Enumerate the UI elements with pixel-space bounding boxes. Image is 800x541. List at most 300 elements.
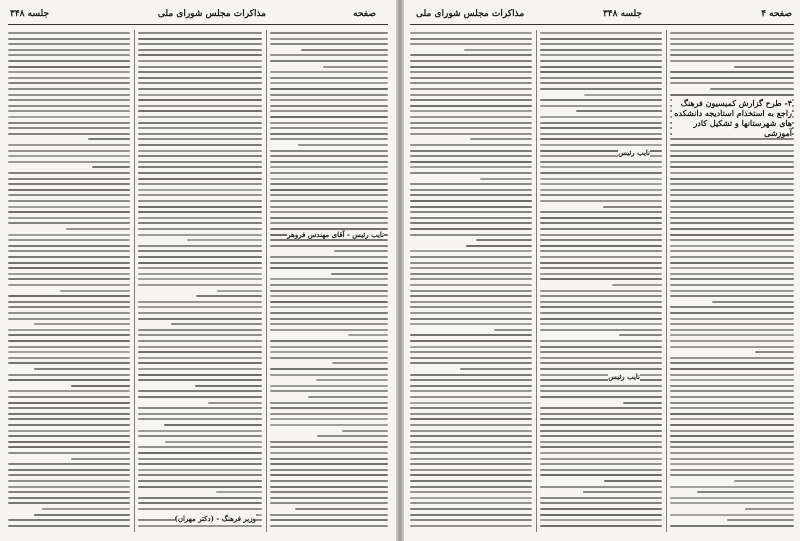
text-line <box>270 138 388 140</box>
text-line <box>8 424 130 426</box>
text-line <box>410 390 532 392</box>
text-line <box>410 228 532 230</box>
text-line <box>670 211 794 213</box>
text-line <box>270 351 388 353</box>
text-line <box>8 340 130 342</box>
text-line <box>138 312 262 314</box>
text-line <box>138 43 262 45</box>
text-line <box>670 43 794 45</box>
text-line <box>270 514 388 516</box>
text-line <box>410 374 532 376</box>
text-line <box>540 222 662 224</box>
text-line <box>8 183 130 185</box>
text-line <box>8 206 130 208</box>
text-line <box>138 161 262 163</box>
text-line <box>410 497 532 499</box>
text-line <box>670 234 794 236</box>
text-line <box>270 77 388 79</box>
text-line <box>270 418 388 420</box>
text-line <box>138 480 262 482</box>
text-lines <box>540 30 662 532</box>
text-line <box>332 362 388 364</box>
left-page <box>0 0 396 541</box>
text-line <box>8 474 130 476</box>
text-line <box>670 155 794 157</box>
text-line <box>195 385 262 387</box>
text-line <box>270 60 388 62</box>
text-line <box>410 189 532 191</box>
text-line <box>270 323 388 325</box>
text-line <box>270 200 388 202</box>
text-line <box>670 49 794 51</box>
text-line <box>8 60 130 62</box>
text-line <box>187 239 262 241</box>
text-line <box>138 88 262 90</box>
text-line <box>540 133 662 135</box>
text-line <box>270 256 388 258</box>
text-line <box>670 435 794 437</box>
text-line <box>270 150 388 152</box>
text-line <box>138 508 262 510</box>
text-line <box>270 525 388 527</box>
text-line <box>540 166 662 168</box>
text-line <box>670 334 794 336</box>
text-line <box>216 491 262 493</box>
header-rule <box>410 24 794 25</box>
text-line <box>138 211 262 213</box>
text-line <box>270 295 388 297</box>
text-line <box>138 127 262 129</box>
text-line <box>410 379 532 381</box>
text-line <box>270 480 388 482</box>
text-line <box>8 396 130 398</box>
text-line <box>8 66 130 68</box>
text-line <box>410 217 532 219</box>
speaker-name: وزیر فرهنگ - (دکتر مهران) <box>174 514 256 523</box>
text-line <box>270 519 388 521</box>
text-line <box>8 43 130 45</box>
text-line <box>138 200 262 202</box>
text-line <box>8 362 130 364</box>
text-line <box>410 519 532 521</box>
text-line <box>8 189 130 191</box>
text-line <box>270 491 388 493</box>
text-line <box>540 256 662 258</box>
text-line <box>8 222 130 224</box>
text-line <box>540 374 662 376</box>
text-line <box>138 166 262 168</box>
text-line <box>410 110 532 112</box>
text-line <box>8 172 130 174</box>
text-line <box>334 250 389 252</box>
text-line <box>208 402 262 404</box>
text-line <box>270 278 388 280</box>
text-line <box>8 245 130 247</box>
text-line <box>8 94 130 96</box>
text-line <box>138 340 262 342</box>
text-line <box>670 245 794 247</box>
text-line <box>540 430 662 432</box>
text-line <box>270 374 388 376</box>
text-line <box>138 368 262 370</box>
text-line <box>270 239 388 241</box>
text-line <box>138 172 262 174</box>
text-line <box>270 368 388 370</box>
text-line <box>410 122 532 124</box>
text-line <box>138 379 262 381</box>
text-line <box>270 306 388 308</box>
text-line <box>670 430 794 432</box>
text-line <box>8 435 130 437</box>
text-line <box>670 32 794 34</box>
text-line <box>540 458 662 460</box>
text-line <box>540 357 662 359</box>
text-line <box>8 357 130 359</box>
text-line <box>540 390 662 392</box>
page-label: صفحه <box>353 9 376 19</box>
text-line <box>270 346 388 348</box>
text-line <box>270 290 388 292</box>
text-line <box>8 312 130 314</box>
speaker-name: نایب رئیس - آقای مهندس فروهر <box>287 230 384 239</box>
text-line <box>138 284 262 286</box>
text-line <box>410 155 532 157</box>
text-line <box>540 368 662 370</box>
text-line <box>138 144 262 146</box>
text-line <box>670 172 794 174</box>
text-line <box>8 194 130 196</box>
session-number: جلسه ۳۴۸ <box>10 9 50 19</box>
text-line <box>410 413 532 415</box>
text-line <box>410 94 532 96</box>
text-line <box>670 418 794 420</box>
text-line <box>410 88 532 90</box>
text-line <box>670 138 794 140</box>
text-line <box>734 66 794 68</box>
text-line <box>270 211 388 213</box>
text-line <box>670 295 794 297</box>
text-line <box>540 329 662 331</box>
text-line <box>8 334 130 336</box>
text-line <box>138 262 262 264</box>
text-line <box>480 178 532 180</box>
text-line <box>670 357 794 359</box>
text-line <box>540 525 662 527</box>
text-column <box>138 30 262 532</box>
text-line <box>138 133 262 135</box>
text-line <box>270 340 388 342</box>
text-line <box>670 290 794 292</box>
text-line <box>138 105 262 107</box>
text-line <box>138 228 262 230</box>
text-line <box>410 424 532 426</box>
text-line <box>410 194 532 196</box>
text-line <box>270 99 388 101</box>
text-line <box>8 105 130 107</box>
text-line <box>619 334 662 336</box>
text-line <box>298 144 388 146</box>
text-line <box>670 463 794 465</box>
text-line <box>217 290 262 292</box>
text-line <box>410 514 532 516</box>
text-line <box>138 396 262 398</box>
text-line <box>8 49 130 51</box>
text-line <box>540 407 662 409</box>
text-line <box>540 502 662 504</box>
text-line <box>270 43 388 45</box>
text-line <box>138 54 262 56</box>
text-column <box>8 30 130 532</box>
text-line <box>270 116 388 118</box>
text-line <box>460 368 533 370</box>
text-line <box>670 144 794 146</box>
text-line <box>138 525 262 527</box>
text-line <box>8 407 130 409</box>
text-line <box>138 351 262 353</box>
text-line <box>138 183 262 185</box>
text-line <box>540 49 662 51</box>
text-line <box>138 222 262 224</box>
text-line <box>670 396 794 398</box>
text-line <box>8 519 130 521</box>
text-line <box>8 441 130 443</box>
text-line <box>138 374 262 376</box>
page-label: صفحه ۴ <box>761 9 792 19</box>
text-line <box>540 194 662 196</box>
right-page <box>404 0 800 541</box>
text-line <box>138 189 262 191</box>
text-line <box>410 491 532 493</box>
text-line <box>540 385 662 387</box>
text-line <box>8 379 130 381</box>
text-line <box>138 49 262 51</box>
text-line <box>270 122 388 124</box>
text-line <box>540 161 662 163</box>
text-line <box>8 273 130 275</box>
text-line <box>410 525 532 527</box>
text-line <box>670 239 794 241</box>
text-line <box>8 256 130 258</box>
text-line <box>8 262 130 264</box>
text-line <box>540 239 662 241</box>
text-line <box>410 418 532 420</box>
text-line <box>270 446 388 448</box>
text-line <box>270 189 388 191</box>
text-line <box>410 284 532 286</box>
text-line <box>670 250 794 252</box>
text-line <box>410 295 532 297</box>
text-line <box>138 486 262 488</box>
text-line <box>138 38 262 40</box>
text-line <box>670 60 794 62</box>
text-column <box>270 30 388 532</box>
text-line <box>410 486 532 488</box>
text-line <box>604 480 662 482</box>
speaker-name: نایب رئیس <box>608 372 640 381</box>
text-line <box>540 262 662 264</box>
text-line <box>8 452 130 454</box>
text-line <box>540 38 662 40</box>
text-line <box>670 161 794 163</box>
text-line <box>8 178 130 180</box>
text-line <box>8 77 130 79</box>
text-line <box>697 491 794 493</box>
text-line <box>138 273 262 275</box>
text-line <box>316 379 388 381</box>
session-number: جلسه ۳۴۸ <box>602 9 642 19</box>
text-line <box>410 183 532 185</box>
text-line <box>410 32 532 34</box>
text-line <box>138 390 262 392</box>
text-line <box>34 368 130 370</box>
text-line <box>540 267 662 269</box>
text-line <box>410 150 532 152</box>
text-line <box>8 38 130 40</box>
text-line <box>540 183 662 185</box>
text-line <box>270 267 388 269</box>
text-line <box>331 273 388 275</box>
text-line <box>410 474 532 476</box>
text-line <box>410 133 532 135</box>
text-line <box>670 368 794 370</box>
text-line <box>138 32 262 34</box>
text-line <box>138 256 262 258</box>
text-line <box>34 514 130 516</box>
text-line <box>138 357 262 359</box>
text-line <box>270 178 388 180</box>
text-line <box>670 318 794 320</box>
text-line <box>540 178 662 180</box>
text-line <box>8 122 130 124</box>
text-line <box>540 228 662 230</box>
text-line <box>308 396 388 398</box>
text-line <box>138 60 262 62</box>
text-line <box>670 194 794 196</box>
page-header <box>412 6 792 22</box>
text-line <box>8 430 130 432</box>
text-line <box>410 77 532 79</box>
text-line <box>745 508 794 510</box>
text-line <box>270 318 388 320</box>
text-line <box>71 458 131 460</box>
text-line <box>138 122 262 124</box>
text-line <box>670 267 794 269</box>
text-line <box>670 323 794 325</box>
text-line <box>410 127 532 129</box>
text-line <box>301 49 388 51</box>
text-line <box>410 463 532 465</box>
text-line <box>410 340 532 342</box>
text-line <box>410 452 532 454</box>
text-line <box>270 194 388 196</box>
text-lines <box>8 30 130 532</box>
text-line <box>670 502 794 504</box>
text-line <box>8 413 130 415</box>
text-line <box>476 239 533 241</box>
text-line <box>196 295 262 297</box>
text-line <box>270 407 388 409</box>
speaker-name: نایب رئیس <box>618 148 650 157</box>
text-line <box>8 486 130 488</box>
text-line <box>670 474 794 476</box>
text-line <box>270 413 388 415</box>
text-line <box>8 446 130 448</box>
text-line <box>270 390 388 392</box>
text-line <box>138 474 262 476</box>
text-line <box>138 318 262 320</box>
text-line <box>734 480 794 482</box>
text-line <box>138 306 262 308</box>
text-line <box>670 77 794 79</box>
text-line <box>670 497 794 499</box>
text-line <box>623 402 662 404</box>
text-line <box>410 267 532 269</box>
text-lines <box>410 30 532 532</box>
text-line <box>540 463 662 465</box>
text-line <box>8 306 130 308</box>
text-line <box>410 502 532 504</box>
text-line <box>540 217 662 219</box>
text-line <box>540 290 662 292</box>
text-line <box>8 88 130 90</box>
text-line <box>138 435 262 437</box>
text-line <box>410 385 532 387</box>
text-line <box>670 71 794 73</box>
text-line <box>540 379 662 381</box>
text-line <box>540 351 662 353</box>
text-line <box>540 105 662 107</box>
text-line <box>670 329 794 331</box>
text-line <box>138 452 262 454</box>
text-line <box>8 144 130 146</box>
text-line <box>138 116 262 118</box>
text-line <box>540 60 662 62</box>
column-rule <box>266 30 267 532</box>
text-line <box>138 446 262 448</box>
text-line <box>670 94 794 96</box>
text-line <box>138 250 262 252</box>
text-line <box>8 155 130 157</box>
text-line <box>540 435 662 437</box>
text-line <box>540 362 662 364</box>
text-line <box>138 178 262 180</box>
text-line <box>8 150 130 152</box>
text-line <box>295 508 388 510</box>
text-line <box>540 66 662 68</box>
text-line <box>540 144 662 146</box>
text-line <box>540 71 662 73</box>
text-line <box>270 105 388 107</box>
page-title: مذاکرات مجلس شورای ملی <box>416 9 525 19</box>
text-line <box>540 138 662 140</box>
text-line <box>670 262 794 264</box>
text-line <box>583 491 662 493</box>
text-line <box>410 435 532 437</box>
text-line <box>410 334 532 336</box>
text-line <box>138 110 262 112</box>
text-line <box>670 486 794 488</box>
text-line <box>270 463 388 465</box>
text-line <box>410 346 532 348</box>
text-line <box>410 290 532 292</box>
text-line <box>410 312 532 314</box>
text-lines <box>270 30 388 532</box>
text-line <box>410 60 532 62</box>
text-line <box>138 497 262 499</box>
text-line <box>712 301 794 303</box>
text-line <box>540 82 662 84</box>
text-line <box>540 346 662 348</box>
